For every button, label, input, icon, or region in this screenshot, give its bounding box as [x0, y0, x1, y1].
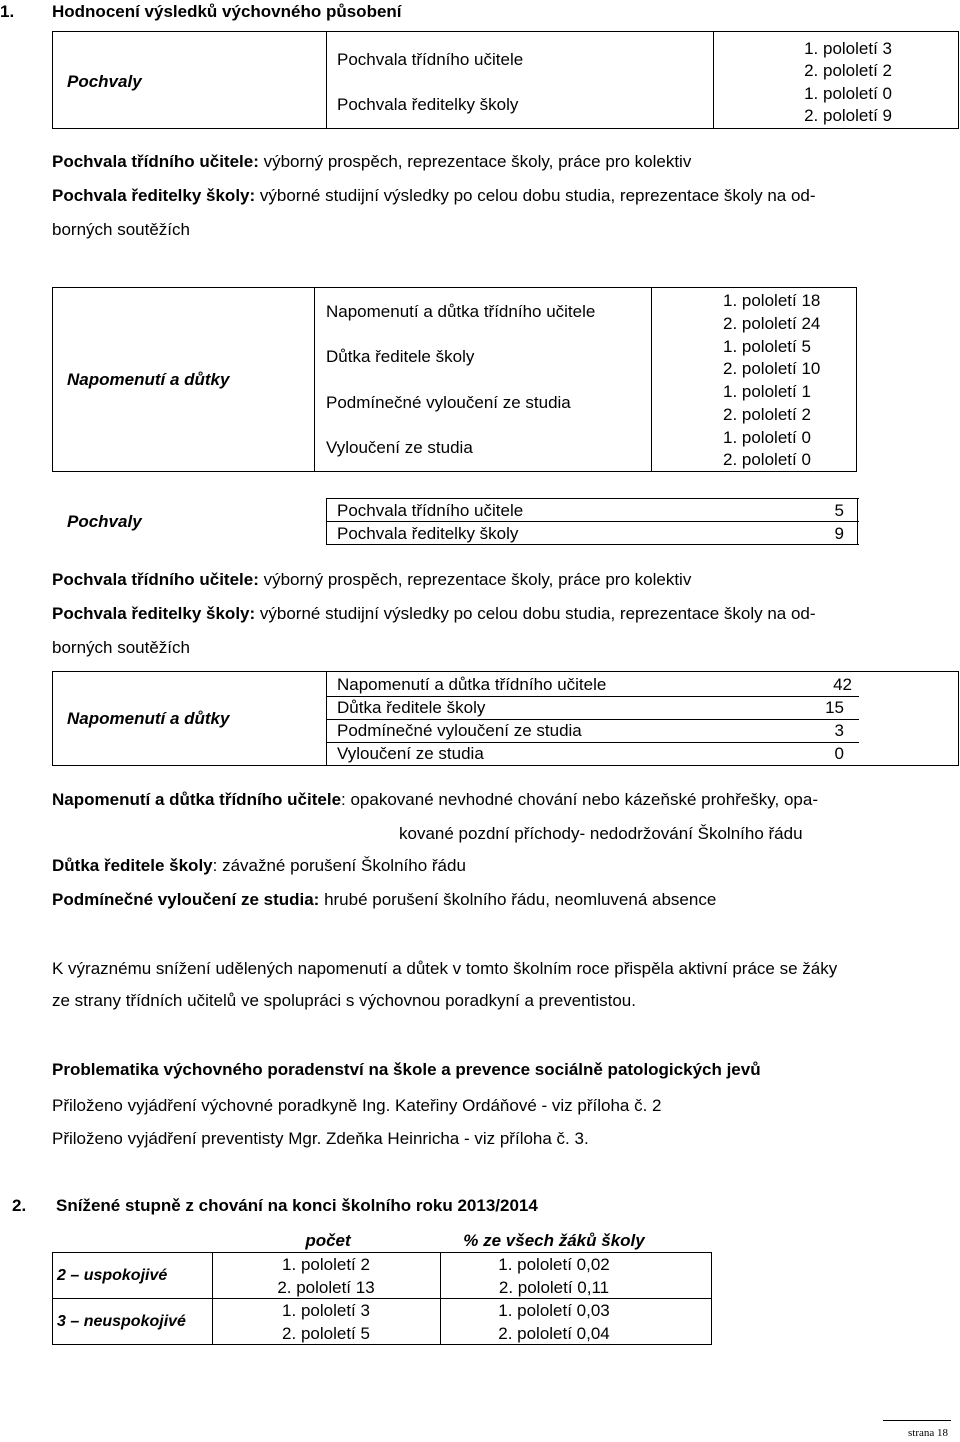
table-value: 1. pololetí 5 — [723, 337, 811, 356]
body-paragraph-line: ze strany třídních učitelů ve spolupráci s výchovnou poradkyní a preventistou. — [52, 991, 636, 1010]
table-value: 0 — [834, 744, 844, 763]
table-value: 2. pololetí 24 — [723, 314, 821, 333]
definition-paragraph: Pochvala třídního učitele: výborný prospěch, reprezentace školy, práce pro kolektiv — [52, 152, 692, 171]
table-value: 5 — [834, 501, 844, 520]
column-header-percent: % ze všech žáků školy — [463, 1231, 645, 1250]
column-header-count: počet — [305, 1231, 351, 1250]
table-row-label: Podmínečné vyloučení ze studia — [337, 721, 582, 740]
subsection-title: Problematika výchovného poradenství na škole a prevence sociálně patologických jevů — [52, 1060, 761, 1079]
table-value: 2. pololetí 9 — [804, 106, 892, 125]
grade-label: 3 – neuspokojivé — [57, 1313, 186, 1330]
grade-count: 2. pololetí 5 — [282, 1324, 370, 1343]
table-value: 1. pololetí 1 — [723, 382, 811, 401]
praise-table-label: Pochvaly — [67, 72, 142, 91]
attachment-note: Přiloženo vyjádření preventisty Mgr. Zdeňka Heinricha - viz příloha č. 3. — [52, 1129, 589, 1148]
table-row-label: Podmínečné vyloučení ze studia — [326, 393, 571, 412]
definition-paragraph: Napomenutí a důtka třídního učitele: opakované nevhodné chování nebo kázeňské prohřešky, opa- — [52, 790, 818, 809]
table-value: 2. pololetí 2 — [804, 61, 892, 80]
grade-percent: 2. pololetí 0,11 — [498, 1278, 610, 1297]
page-number: strana 18 — [907, 1427, 948, 1439]
definition-paragraph: Podmínečné vyloučení ze studia: hrubé porušení školního řádu, neomluvená absence — [52, 890, 717, 909]
definition-continuation: borných soutěžích — [52, 220, 190, 239]
praise-totals-label: Pochvaly — [67, 512, 142, 531]
grade-count: 1. pololetí 2 — [282, 1255, 370, 1274]
table-value: 1. pololetí 3 — [804, 39, 892, 58]
table-row-label: Napomenutí a důtka třídního učitele — [337, 675, 607, 694]
definition-paragraph: Pochvala ředitelky školy: výborné studijní výsledky po celou dobu studia, reprezentace školy na od- — [52, 604, 816, 623]
definition-paragraph: Pochvala třídního učitele: výborný prospěch, reprezentace školy, práce pro kolektiv — [52, 570, 692, 589]
table-value: 3 — [834, 721, 844, 740]
reprimand-totals-label: Napomenutí a důtky — [67, 709, 230, 728]
table-row-label: Pochvala třídního učitele — [337, 50, 524, 69]
table-value: 2. pololetí 2 — [723, 405, 811, 424]
table-row-label: Pochvala třídního učitele — [337, 501, 524, 520]
table-row-label: Pochvala ředitelky školy — [337, 95, 519, 114]
table-row-label: Důtka ředitele školy — [337, 698, 486, 717]
grade-count: 2. pololetí 13 — [277, 1278, 375, 1297]
definition-paragraph: Důtka ředitele školy: závažné porušení Školního řádu — [52, 856, 466, 875]
attachment-note: Přiloženo vyjádření výchovné poradkyně Ing. Kateřiny Ordáňové - viz příloha č. 2 — [52, 1096, 662, 1115]
grade-percent: 1. pololetí 0,02 — [498, 1255, 610, 1274]
section-number: 2. — [12, 1196, 27, 1215]
table-value: 15 — [825, 698, 844, 717]
table-row-label: Napomenutí a důtka třídního učitele — [326, 302, 596, 321]
table-row-label: Vyloučení ze studia — [326, 438, 473, 457]
definition-paragraph: Pochvala ředitelky školy: výborné studijní výsledky po celou dobu studia, reprezentace školy na od- — [52, 186, 816, 205]
table-row-label: Vyloučení ze studia — [337, 744, 484, 763]
table-value: 1. pololetí 18 — [723, 291, 821, 310]
section-title: Snížené stupně z chování na konci školního roku 2013/2014 — [56, 1196, 538, 1215]
table-row-label: Pochvala ředitelky školy — [337, 524, 519, 543]
reprimand-table-label: Napomenutí a důtky — [67, 370, 230, 389]
body-paragraph-line: K výraznému snížení udělených napomenutí a důtek v tomto školním roce přispěla aktivní práce se žáky — [52, 959, 838, 978]
definition-continuation: kované pozdní příchody- nedodržování Školního řádu — [399, 824, 803, 843]
table-value: 9 — [834, 524, 844, 543]
table-row-label: Důtka ředitele školy — [326, 347, 475, 366]
grade-percent: 1. pololetí 0,03 — [498, 1301, 610, 1320]
grade-percent: 2. pololetí 0,04 — [498, 1324, 610, 1343]
table-value: 42 — [833, 675, 852, 694]
definition-continuation: borných soutěžích — [52, 638, 190, 657]
table-value: 2. pololetí 10 — [723, 359, 821, 378]
table-value: 1. pololetí 0 — [723, 428, 811, 447]
grade-count: 1. pololetí 3 — [282, 1301, 370, 1320]
table-value: 1. pololetí 0 — [804, 84, 892, 103]
section-number: 1. — [0, 2, 15, 21]
table-value: 2. pololetí 0 — [723, 450, 811, 469]
section-title: Hodnocení výsledků výchovného působení — [52, 2, 402, 21]
grade-label: 2 – uspokojivé — [57, 1267, 168, 1284]
